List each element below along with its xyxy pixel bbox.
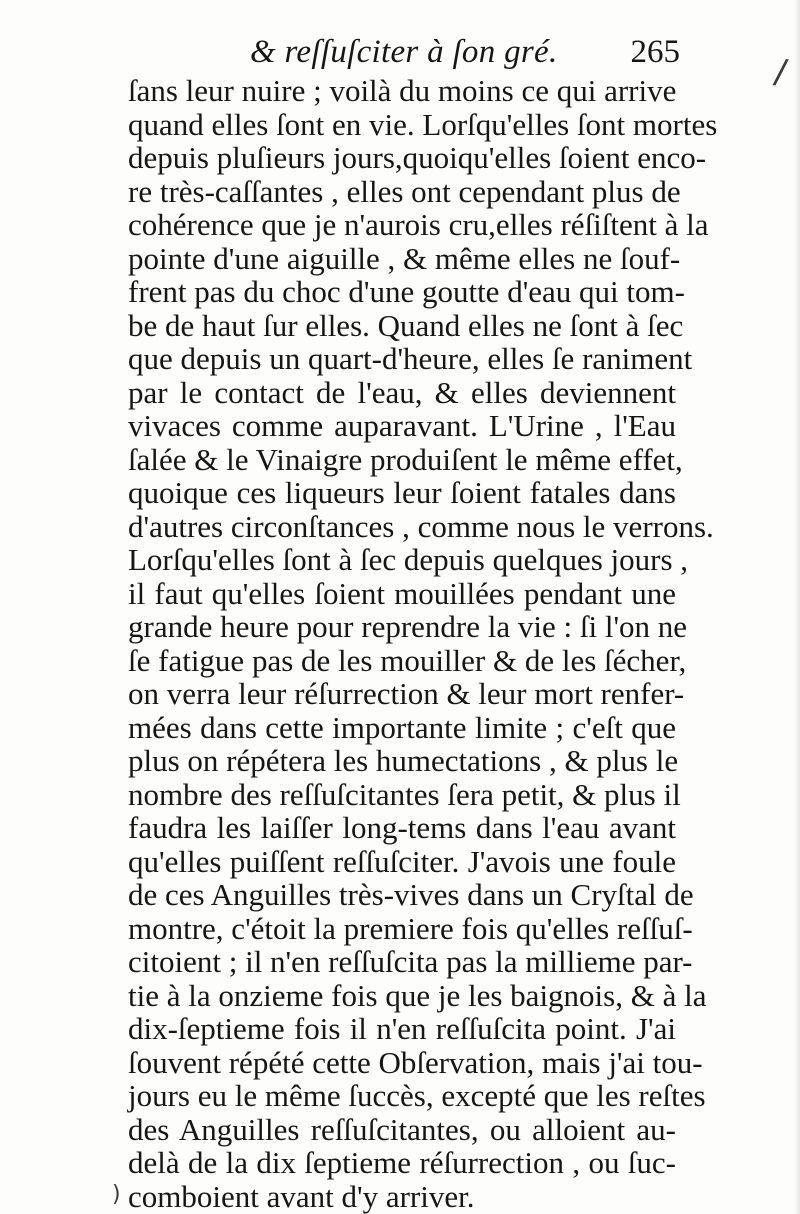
text-line: montre, c'étoit la premiere fois qu'elles reſſuſ- <box>128 910 693 946</box>
text-line: d'autres circonſtances , comme nous le verrons. <box>128 508 714 544</box>
page-number: 265 <box>630 34 680 70</box>
text-line: dix-ſeptieme fois il n'en reſſuſcita point. J'ai <box>128 1011 676 1046</box>
text-line: re très-caſſantes , elles ont cependant plus de <box>128 173 681 209</box>
text-line: que depuis un quart-d'heure, elles ſe raniment <box>128 341 693 376</box>
text-line: de ces Anguilles très-vives dans un Cryſtal de <box>128 877 694 912</box>
text-line: nombre des reſſuſcitantes ſera petit, & plus il <box>128 776 681 812</box>
text-line: plus on répétera les humectations , & plus le <box>128 743 679 778</box>
text-line: faudra les laiſſer long-tems dans l'eau avant <box>128 810 676 845</box>
text-line: ſouvent répété cette Obſervation, mais j'ai tou- <box>128 1044 703 1080</box>
margin-stroke-mark: / <box>771 51 790 93</box>
page-edge-shadow <box>794 0 800 1214</box>
text-line: ſe fatigue pas de les mouiller & de les ſécher, <box>128 642 687 678</box>
body-text <box>128 73 718 1214</box>
text-line: cohérence que je n'aurois cru,elles réſiſtent à la <box>128 207 709 242</box>
text-line: mées dans cette importante limite ; c'eſt que <box>128 709 676 745</box>
text-line: grande heure pour reprendre la vie : ſi l'on ne <box>128 609 688 644</box>
text-line-last: comboient avant d'y arriver. <box>128 1178 475 1214</box>
text-line: tie à la onzieme fois que je les baignois, & à la <box>128 977 707 1013</box>
margin-bracket-mark: ) <box>112 1182 121 1207</box>
text-line: jours eu le même ſuccès, excepté que les reſtes <box>128 1078 706 1113</box>
text-line: delà de la dix ſeptieme réſurrection , ou ſuc- <box>128 1145 676 1180</box>
text-line: be de haut ſur elles. Quand elles ne ſont à ſec <box>128 307 684 343</box>
text-line: quoique ces liqueurs leur ſoient fatales dans <box>128 475 676 510</box>
text-line: des Anguilles reſſuſcitantes, ou alloient au- <box>128 1111 676 1147</box>
text-line: il faut qu'elles ſoient mouillées pendant une <box>128 575 676 611</box>
text-line: qu'elles puiſſent reſſuſciter. J'avois une foule <box>128 843 676 879</box>
text-line: frent pas du choc d'une goutte d'eau qui tom- <box>128 274 685 309</box>
running-head: & reſſuſciter à ſon gré. <box>250 34 558 70</box>
text-line: ſans leur nuire ; voilà du moins ce qui arrive <box>128 73 677 108</box>
text-line: depuis pluſieurs jours,quoiqu'elles ſoient enco- <box>128 140 707 175</box>
text-line: vivaces comme auparavant. L'Urine , l'Eau <box>128 408 676 443</box>
text-line: quand elles ſont en vie. Lorſqu'elles ſont mortes <box>128 106 718 142</box>
text-line: citoient ; il n'en reſſuſcita pas la millieme par- <box>128 944 693 979</box>
text-line: Lorſqu'elles ſont à ſec depuis quelques jours , <box>128 542 689 577</box>
text-line: ſalée & le Vinaigre produiſent le même effet, <box>128 441 683 477</box>
text-line: on verra leur réſurrection & leur mort renfer- <box>128 676 685 711</box>
text-line: pointe d'une aiguille , & même elles ne ſouf- <box>128 240 681 276</box>
text-line: par le contact de l'eau, & elles deviennent <box>128 374 676 410</box>
